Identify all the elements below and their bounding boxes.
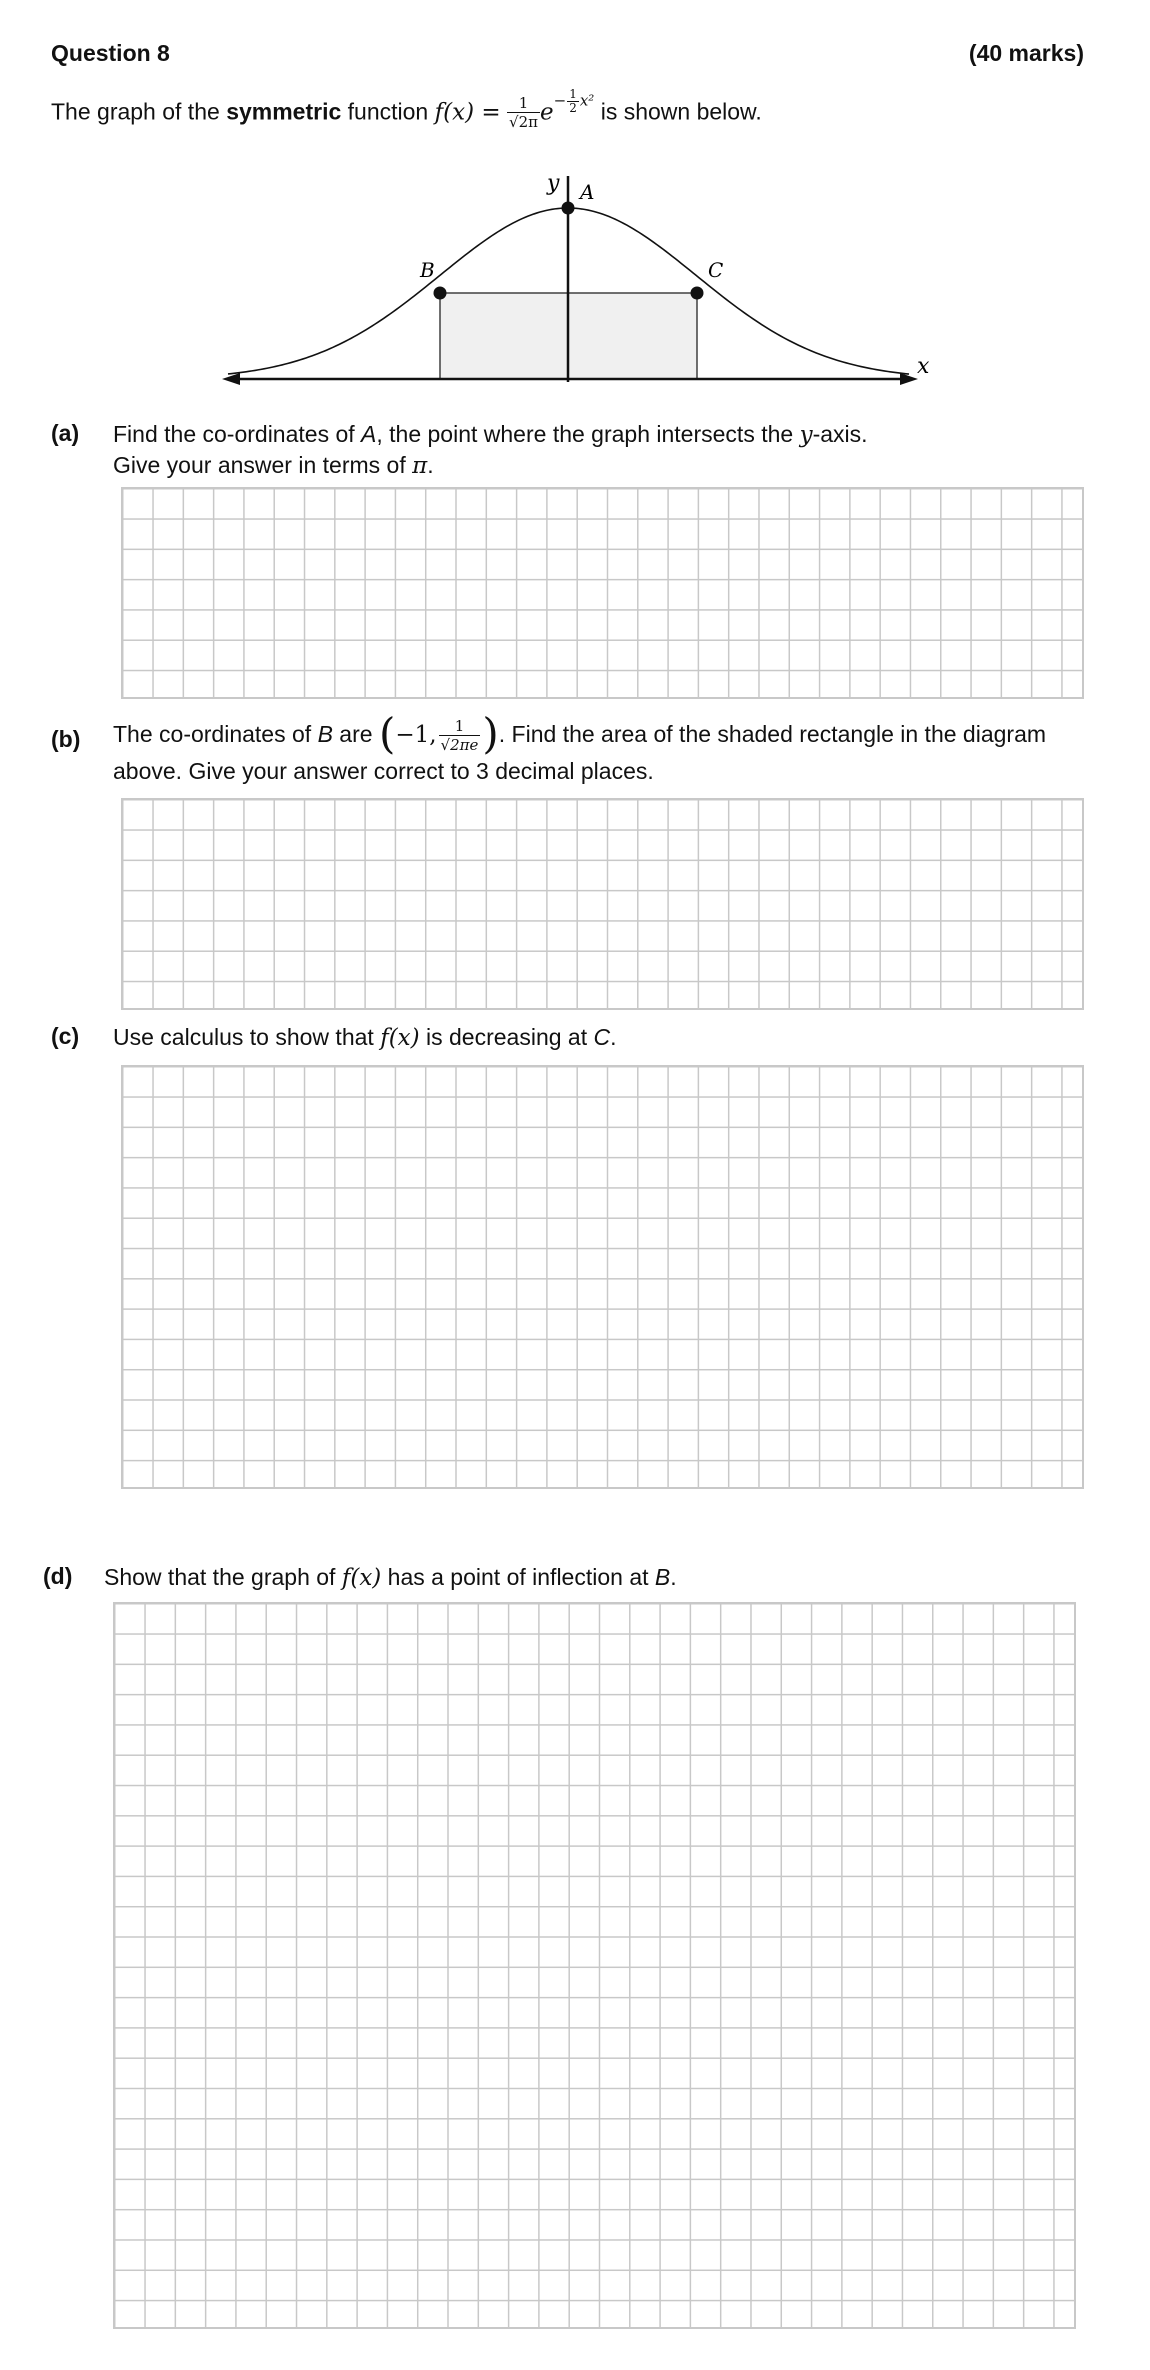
- part-b-line1-post: . Find the area of the shaded rectangle in the diagram: [498, 721, 1047, 747]
- part-a-text: [113, 419, 868, 481]
- answer-grid-d[interactable]: [113, 1602, 1076, 2329]
- part-a-pi: π: [412, 453, 428, 479]
- stem-exp-fraction: [567, 88, 579, 115]
- part-a-label: (a): [51, 420, 80, 446]
- part-b-point-B: B: [317, 721, 333, 747]
- part-b-coord-den: √2πe: [440, 735, 479, 754]
- answer-grid-b[interactable]: [121, 798, 1084, 1010]
- part-c-mid: is decreasing at: [419, 1024, 594, 1050]
- part-d-mid: has a point of inflection at: [381, 1564, 655, 1590]
- question-stem: [51, 88, 762, 131]
- part-a-y: y: [799, 422, 813, 448]
- part-c-func: f(x): [380, 1025, 420, 1051]
- part-b-are: are: [332, 721, 379, 747]
- question-title: Question 8: [51, 40, 170, 66]
- part-d-pre: Show that the graph of: [104, 1564, 342, 1590]
- part-b-coord-fraction: [439, 718, 481, 754]
- part-b-line1-pre: The co-ordinates of: [113, 721, 318, 747]
- label-x: x: [917, 354, 930, 379]
- stem-fraction: [507, 95, 540, 131]
- point-B: [434, 287, 447, 300]
- stem-frac-num: 1: [507, 95, 540, 113]
- part-a-point-A: A: [361, 421, 377, 447]
- part-c-point-C: C: [593, 1024, 611, 1050]
- label-B: B: [420, 258, 435, 282]
- gaussian-graph: [0, 160, 1150, 400]
- stem-exp-sign: −: [553, 91, 567, 110]
- question-marks: (40 marks): [968, 40, 1084, 66]
- part-a-line1-mid: , the point where the graph intersects the: [376, 421, 800, 447]
- part-a-line1: [113, 419, 868, 450]
- label-y: y: [547, 171, 560, 196]
- stem-base: e: [539, 99, 554, 126]
- x-axis-arrow-right: [900, 373, 918, 385]
- part-d-func: f(x): [341, 1565, 382, 1591]
- part-b-close-paren: ): [482, 709, 499, 758]
- x-axis-arrow-left: [222, 373, 240, 385]
- part-a-line1-post: -axis.: [812, 421, 868, 447]
- part-a-line2: [113, 450, 868, 481]
- point-A: [562, 202, 575, 215]
- label-C: C: [708, 258, 724, 282]
- stem-mid: function: [341, 98, 435, 125]
- stem-exp-den: 2: [569, 101, 577, 115]
- part-c-pre: Use calculus to show that: [113, 1024, 381, 1050]
- part-b-label: (b): [51, 726, 81, 752]
- part-b-text: [113, 709, 1047, 786]
- part-d-text: [104, 1562, 677, 1593]
- part-c-text: [113, 1022, 617, 1053]
- part-a-line2-pre: Give your answer in terms of: [113, 452, 413, 478]
- part-b-coord-first: −1,: [395, 722, 437, 748]
- stem-bold-word: symmetric: [226, 98, 342, 125]
- part-d-point-B: B: [654, 1564, 671, 1590]
- label-A: A: [580, 180, 595, 204]
- part-a-line2-post: .: [427, 452, 434, 478]
- stem-exp-num: 1: [569, 87, 577, 101]
- answer-grid-a[interactable]: [121, 487, 1084, 699]
- part-b-coord-num: 1: [439, 718, 481, 736]
- stem-exponent: [554, 88, 595, 115]
- stem-exp-var: x²: [579, 91, 595, 110]
- stem-prefix: The graph of the: [51, 98, 227, 125]
- part-c-post: .: [610, 1024, 617, 1050]
- stem-suffix: is shown below.: [594, 98, 762, 125]
- part-c-label: (c): [51, 1023, 80, 1049]
- part-b-open-paren: (: [378, 709, 396, 758]
- part-d-post: .: [670, 1564, 677, 1590]
- answer-grid-c[interactable]: [121, 1065, 1084, 1489]
- point-C: [691, 287, 704, 300]
- stem-function: f(x) =: [434, 99, 501, 126]
- part-b-line1: [113, 709, 1047, 758]
- part-a-line1-pre: Find the co-ordinates of: [113, 421, 362, 447]
- stem-frac-den: √2π: [509, 113, 538, 132]
- part-d-label: (d): [43, 1563, 73, 1589]
- part-b-line2: above. Give your answer correct to 3 decimal places.: [113, 758, 654, 784]
